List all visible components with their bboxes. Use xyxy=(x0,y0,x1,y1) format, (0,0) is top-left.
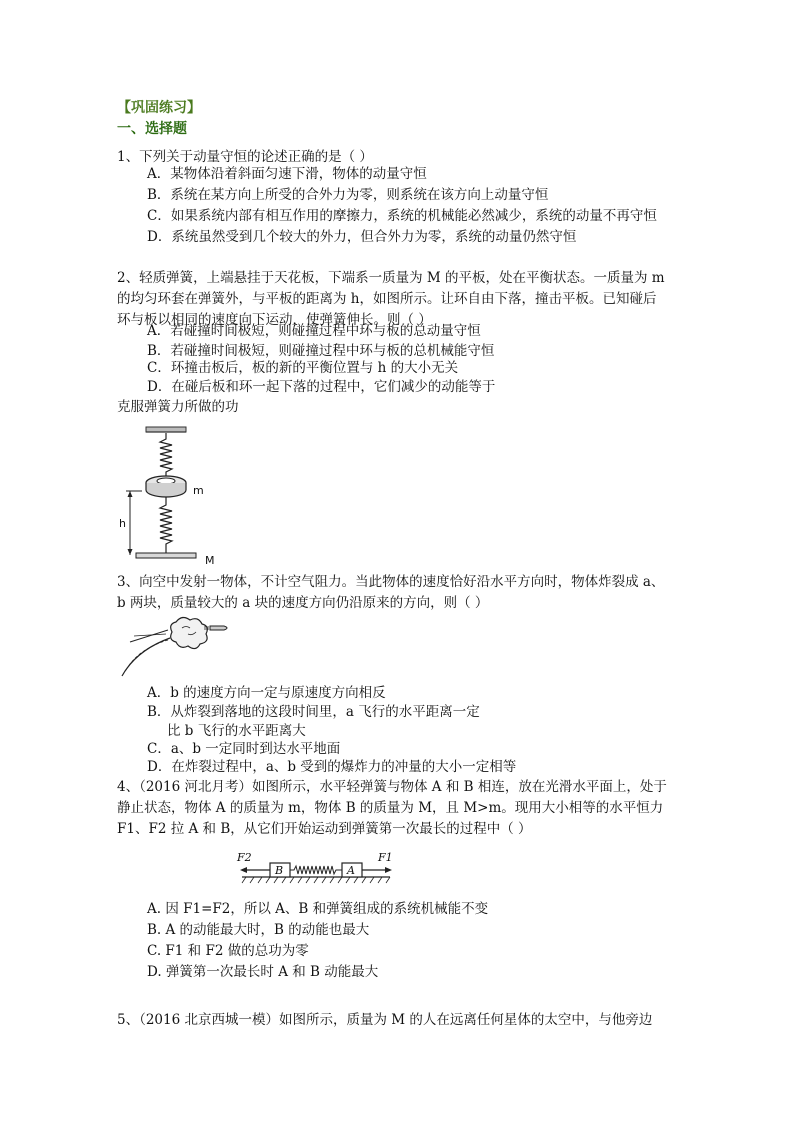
f1-label: F1 xyxy=(378,851,393,864)
q3-option-c: C．a、b 一定同时到达水平地面 xyxy=(147,741,341,757)
trajectory-path xyxy=(122,638,170,676)
blocks-spring-figure xyxy=(236,850,396,886)
q4-stem-line-1: 4、（2016 河北月考）如图所示，水平轻弹簧与物体 A 和 B 相连，放在光滑水平面上，处于 xyxy=(117,779,667,795)
q2-stem-line-3: 环与板以相同的速度向下运动，使弹簧伸长。则（ ） xyxy=(117,312,432,328)
section-title: 【巩固练习】 xyxy=(117,100,201,116)
lower-spring xyxy=(160,497,172,553)
q2-option-d: D．在碰后板和环一起下落的过程中，它们减少的动能等于 xyxy=(147,379,496,395)
height-label: h xyxy=(119,517,126,530)
q1-option-a: A．某物体沿着斜面匀速下滑，物体的动量守恒 xyxy=(147,166,427,182)
q1-option-b: B．系统在某方向上所受的合外力为零，则系统在该方向上动量守恒 xyxy=(147,187,549,203)
q4-option-c: C. F1 和 F2 做的总功为零 xyxy=(147,943,309,959)
ring-label: m xyxy=(193,484,204,497)
q2-option-c: C．环撞击板后，板的新的平衡位置与 h 的大小无关 xyxy=(147,360,459,376)
q3-option-b-continuation: 比 b 飞行的水平距离大 xyxy=(167,723,306,739)
q3-stem-line-1: 3、向空中发射一物体，不计空气阻力。当此物体的速度恰好沿水平方向时，物体炸裂成 a、 xyxy=(117,574,665,590)
q4-stem-line-3: F1、F2 拉 A 和 B，从它们开始运动到弹簧第一次最长的过程中（ ） xyxy=(117,821,532,837)
q3-option-b: B．从炸裂到落地的这段时间里，a 飞行的水平距离一定 xyxy=(147,704,480,720)
q2-option-d-continuation: 克服弹簧力所做的功 xyxy=(117,399,239,415)
horizontal-spring xyxy=(290,866,342,874)
q4-stem-line-2: 静止状态，物体 A 的质量为 m，物体 B 的质量为 M，且 M>m。现用大小相等的水平恒力 xyxy=(117,800,664,816)
q3-option-d: D．在炸裂过程中，a、b 受到的爆炸力的冲量的大小一定相等 xyxy=(147,759,517,775)
q2-stem-line-1: 2、轻质弹簧，上端悬挂于天花板，下端系一质量为 M 的平板，处在平衡状态。一质量为 m xyxy=(117,270,665,286)
f2-label: F2 xyxy=(237,851,252,864)
plate-M xyxy=(136,553,196,558)
q3-option-a: A．b 的速度方向一定与原速度方向相反 xyxy=(147,685,386,701)
q2-stem-line-2: 的均匀环套在弹簧外，与平板的距离为 h，如图所示。让环自由下落，撞击平板。已知碰后 xyxy=(117,291,657,307)
q1-stem: 1、下列关于动量守恒的论述正确的是（ ） xyxy=(117,149,373,165)
q1-option-c: C．如果系统内部有相互作用的摩擦力，系统的机械能必然减少，系统的动量不再守恒 xyxy=(147,208,657,224)
q4-option-a: A. 因 F1=F2，所以 A、B 和弹簧组成的系统机械能不变 xyxy=(147,901,489,917)
block-a-label: A xyxy=(347,864,355,877)
q4-option-b: B. A 的动能最大时，B 的动能也最大 xyxy=(147,922,370,938)
q3-stem-line-2: b 两块，质量较大的 a 块的速度方向仍沿原来的方向，则（ ） xyxy=(117,595,489,611)
subsection-title: 一、选择题 xyxy=(117,121,187,137)
explosion-cloud xyxy=(171,617,208,648)
q1-option-d: D．系统虽然受到几个较大的外力，但合外力为零，系统的动量仍然守恒 xyxy=(147,229,577,245)
block-b-label: B xyxy=(275,864,284,877)
spring-ring-figure xyxy=(120,425,230,565)
plate-label: M xyxy=(205,554,215,567)
upper-spring xyxy=(160,433,172,477)
q5-stem: 5、（2016 北京西城一模）如图所示，质量为 M 的人在远离任何星体的太空中，与他旁边 xyxy=(117,1012,653,1028)
ceiling xyxy=(146,427,186,432)
q4-option-d: D. 弹簧第一次最长时 A 和 B 动能最大 xyxy=(147,964,379,980)
q2-option-b: B．若碰撞时间极短，则碰撞过程中环与板的总机械能守恒 xyxy=(147,343,495,359)
explosion-figure xyxy=(118,612,238,680)
q2-option-a: A．若碰撞时间极短，则碰撞过程中环与板的总动量守恒 xyxy=(147,323,481,339)
fragment-a xyxy=(210,626,227,630)
